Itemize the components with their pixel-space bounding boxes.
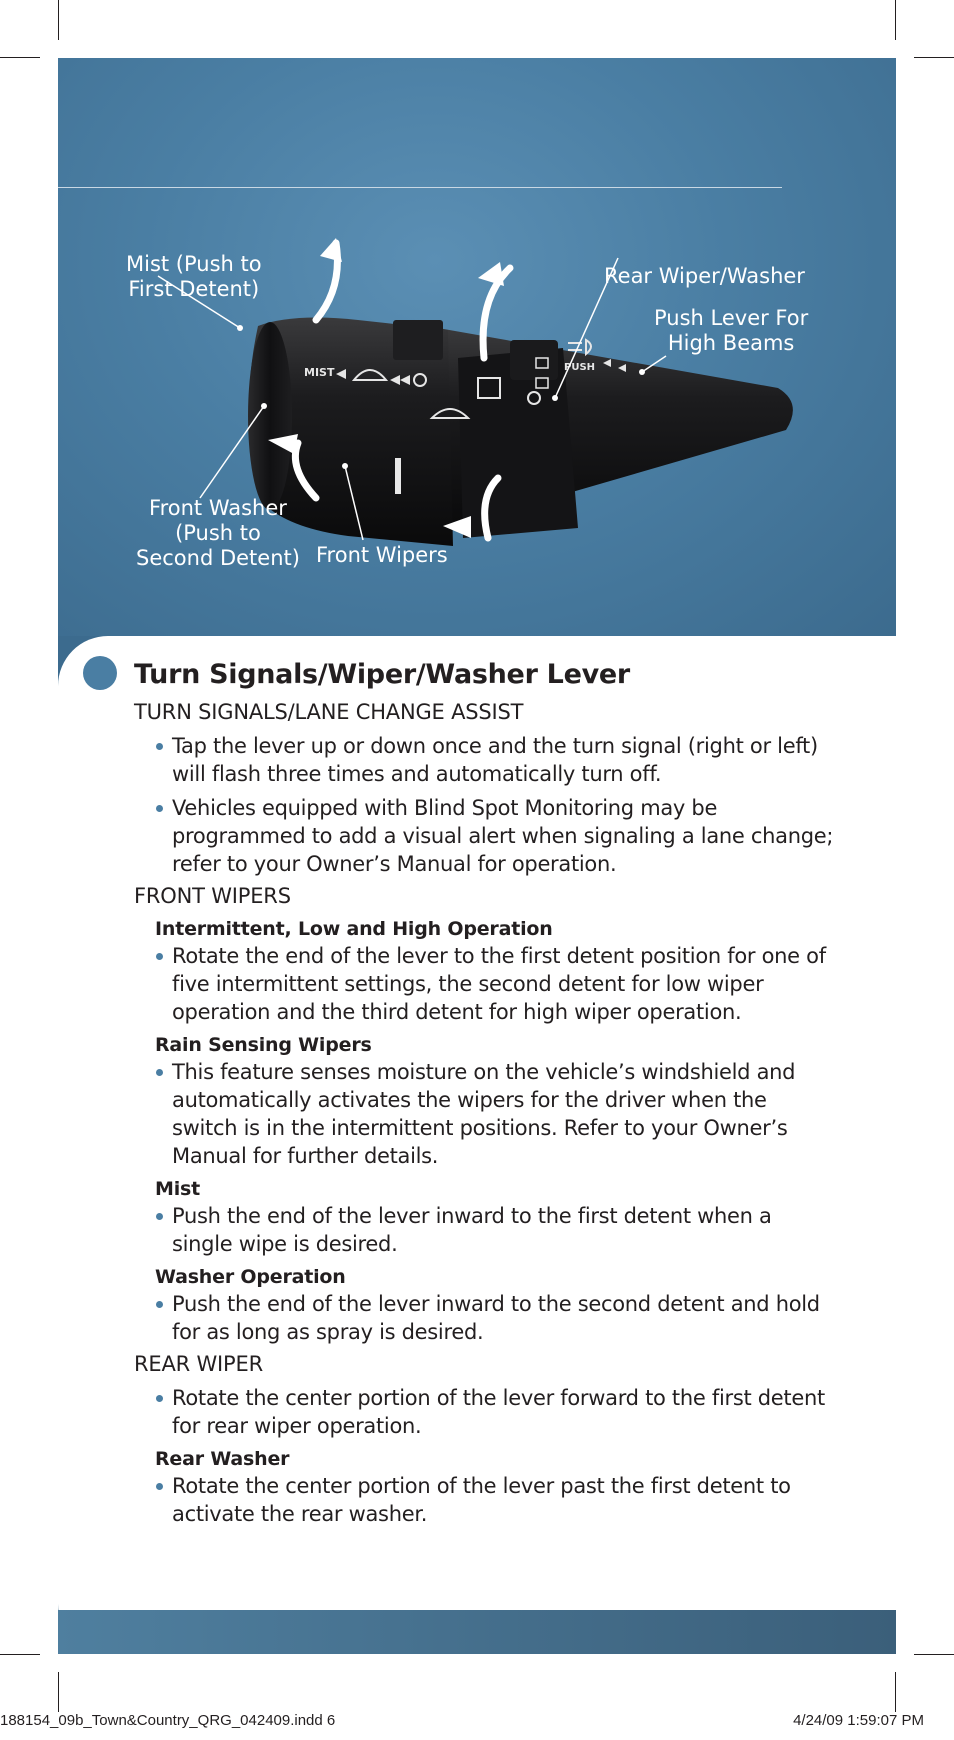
- crop-mark-top-right-v: [895, 0, 896, 40]
- mist-marking: MIST: [304, 366, 335, 379]
- list-item: Rotate the center portion of the lever past the first detent to activate the rear washer.: [155, 1472, 834, 1528]
- heading-rear-wiper: REAR WIPER: [134, 1352, 263, 1376]
- callout-front-washer: [136, 496, 300, 571]
- callout-rear-wiper-washer-text: Rear Wiper/Washer: [604, 264, 805, 288]
- high-beam-lamp-icon: [586, 340, 591, 354]
- turn-signals-list: [155, 732, 834, 878]
- callout-front-washer-line-1: Front Washer: [149, 496, 287, 520]
- list-item: This feature senses moisture on the vehicle’s windshield and automatically activates the wipers for the driver when the switch is in the intermittent positions. Refer to your Owner’s Manual for further details.: [155, 1058, 834, 1170]
- slug-timestamp: 4/24/09 1:59:07 PM: [793, 1712, 924, 1729]
- subheading-intermittent: Intermittent, Low and High Operation: [155, 918, 553, 940]
- subheading-mist: Mist: [155, 1178, 201, 1200]
- heading-front-wipers: FRONT WIPERS: [134, 884, 291, 908]
- list-item: Rotate the end of the lever to the first detent position for one of five intermittent settings, the second detent for low wiper operation and the third detent for high wiper operation.: [155, 942, 834, 1026]
- list-item: Push the end of the lever inward to the first detent when a single wipe is desired.: [155, 1202, 834, 1258]
- rear-wiper-tab: [510, 340, 558, 380]
- list-item: Rotate the center portion of the lever forward to the first detent for rear wiper operation.: [155, 1384, 834, 1440]
- crop-mark-top-right-h: [914, 57, 954, 58]
- subheading-rain-sensing: Rain Sensing Wipers: [155, 1034, 372, 1056]
- rear-wiper-list: [155, 1384, 834, 1440]
- crop-mark-bottom-right-v: [895, 1672, 896, 1712]
- mist-list: [155, 1202, 834, 1258]
- callout-front-wipers-text: Front Wipers: [316, 543, 448, 567]
- callout-rear-wiper-washer: [604, 264, 805, 289]
- crop-mark-bottom-left-v: [58, 1672, 59, 1712]
- callout-front-wipers: [316, 543, 448, 568]
- callout-mist-line-1: Mist (Push to: [126, 252, 262, 276]
- intermittent-list: [155, 942, 834, 1026]
- footer-band: [58, 1610, 896, 1654]
- rear-rotate-up-arrowhead-icon: [478, 262, 504, 286]
- leader-dot-front-wipers: [342, 463, 348, 469]
- leader-dot-front-washer: [261, 403, 267, 409]
- callout-high-beams-line-2: High Beams: [667, 331, 795, 355]
- front-wiper-tab: [393, 320, 443, 360]
- callout-mist-line-2: First Detent): [128, 277, 260, 301]
- callout-mist: [126, 252, 262, 302]
- leader-dot-high-beams: [639, 369, 645, 375]
- callout-front-washer-line-2: (Push to: [175, 521, 261, 545]
- list-item: Push the end of the lever inward to the second detent and hold for as long as spray is desired.: [155, 1290, 834, 1346]
- front-wiper-indicator: [395, 458, 401, 494]
- crop-mark-top-left-v: [58, 0, 59, 40]
- crop-mark-top-left-h: [0, 57, 40, 58]
- washer-list: [155, 1290, 834, 1346]
- callout-high-beams-line-1: Push Lever For: [654, 306, 809, 330]
- section-content: [134, 656, 834, 1528]
- leader-dot-rear-wiper: [552, 395, 558, 401]
- heading-turn-signals: TURN SIGNALS/LANE CHANGE ASSIST: [134, 700, 524, 724]
- subheading-washer: Washer Operation: [155, 1266, 346, 1288]
- slug-filename: 188154_09b_Town&Country_QRG_042409.indd 6: [0, 1712, 336, 1729]
- callout-high-beams: [654, 306, 808, 356]
- crop-mark-bottom-left-h: [0, 1654, 40, 1655]
- leader-dot-mist: [237, 325, 243, 331]
- lever-diagram-panel: [58, 58, 896, 636]
- callout-front-washer-line-3: Second Detent): [136, 546, 300, 570]
- subheading-rear-washer: Rear Washer: [155, 1448, 290, 1470]
- section-title: Turn Signals/Wiper/Washer Lever: [134, 659, 630, 690]
- list-item: Tap the lever up or down once and the turn signal (right or left) will flash three times and automatically turn off.: [155, 732, 834, 788]
- rear-washer-list: [155, 1472, 834, 1528]
- crop-mark-bottom-right-h: [914, 1654, 954, 1655]
- list-item: Vehicles equipped with Blind Spot Monitoring may be programmed to add a visual alert when signaling a lane change; refer to your Owner’s Manual for operation.: [155, 794, 834, 878]
- push-marking: PUSH: [564, 362, 596, 373]
- section-marker-dot: [83, 656, 117, 690]
- rain-sensing-list: [155, 1058, 834, 1170]
